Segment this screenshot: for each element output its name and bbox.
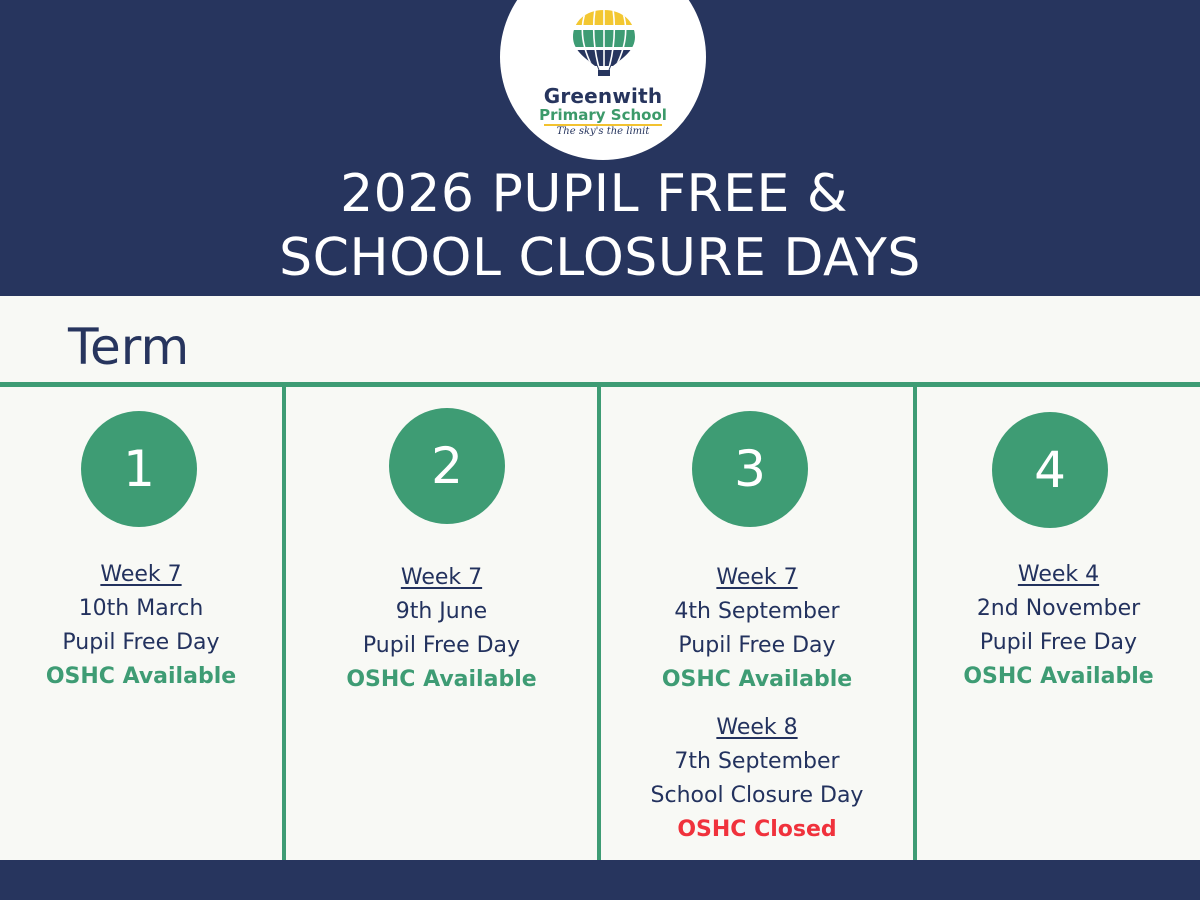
entry-oshc-status: OSHC Available: [346, 667, 537, 692]
logo-school-name: Greenwith: [543, 84, 663, 108]
entry-date: 10th March: [78, 596, 204, 621]
section-label-term: Term: [68, 318, 190, 376]
hot-air-balloon-icon: [571, 8, 637, 78]
entry-date: 2nd November: [976, 596, 1141, 621]
entry-oshc-status: OSHC Available: [963, 664, 1154, 689]
entry-type: Pupil Free Day: [362, 633, 521, 658]
header-banner: [0, 0, 1200, 296]
footer-bar: [0, 860, 1200, 900]
entry-type: Pupil Free Day: [979, 630, 1138, 655]
entry-oshc-status: OSHC Closed: [677, 817, 837, 842]
entry-date: 4th September: [674, 599, 840, 624]
term-column-4: [917, 386, 1200, 860]
page-title-line-1: 2026 PUPIL FREE &: [340, 164, 848, 224]
term-number-badge: 3: [692, 411, 808, 527]
closure-entry: [917, 558, 1200, 694]
term-column-3: [601, 386, 913, 860]
entry-week: Week 7: [400, 565, 483, 590]
closure-entry: [601, 711, 913, 847]
entry-week: Week 8: [716, 715, 798, 740]
entry-oshc-status: OSHC Available: [45, 664, 237, 689]
term-column-2: [286, 386, 597, 860]
entry-type: Pupil Free Day: [678, 633, 836, 658]
closure-entry: [601, 561, 913, 697]
entry-oshc-status: OSHC Available: [661, 667, 853, 692]
entry-date: 7th September: [674, 749, 840, 774]
term-number-badge: 1: [81, 411, 197, 527]
logo-tagline: The sky's the limit: [556, 126, 650, 137]
entry-week: Week 7: [716, 565, 798, 590]
entry-type: School Closure Day: [650, 783, 864, 808]
logo-school-subtitle: Primary School: [539, 106, 667, 124]
entry-type: Pupil Free Day: [62, 630, 220, 655]
closure-entry: [286, 561, 597, 697]
closure-entry: [0, 558, 282, 694]
term-number-badge: 2: [389, 408, 505, 524]
entry-week: Week 4: [1017, 562, 1100, 587]
entry-date: 9th June: [395, 599, 488, 624]
term-number-badge: 4: [992, 412, 1108, 528]
school-logo: [500, 0, 706, 160]
page-title-line-2: SCHOOL CLOSURE DAYS: [279, 228, 921, 288]
entry-week: Week 7: [100, 562, 182, 587]
term-column-1: [0, 386, 282, 860]
